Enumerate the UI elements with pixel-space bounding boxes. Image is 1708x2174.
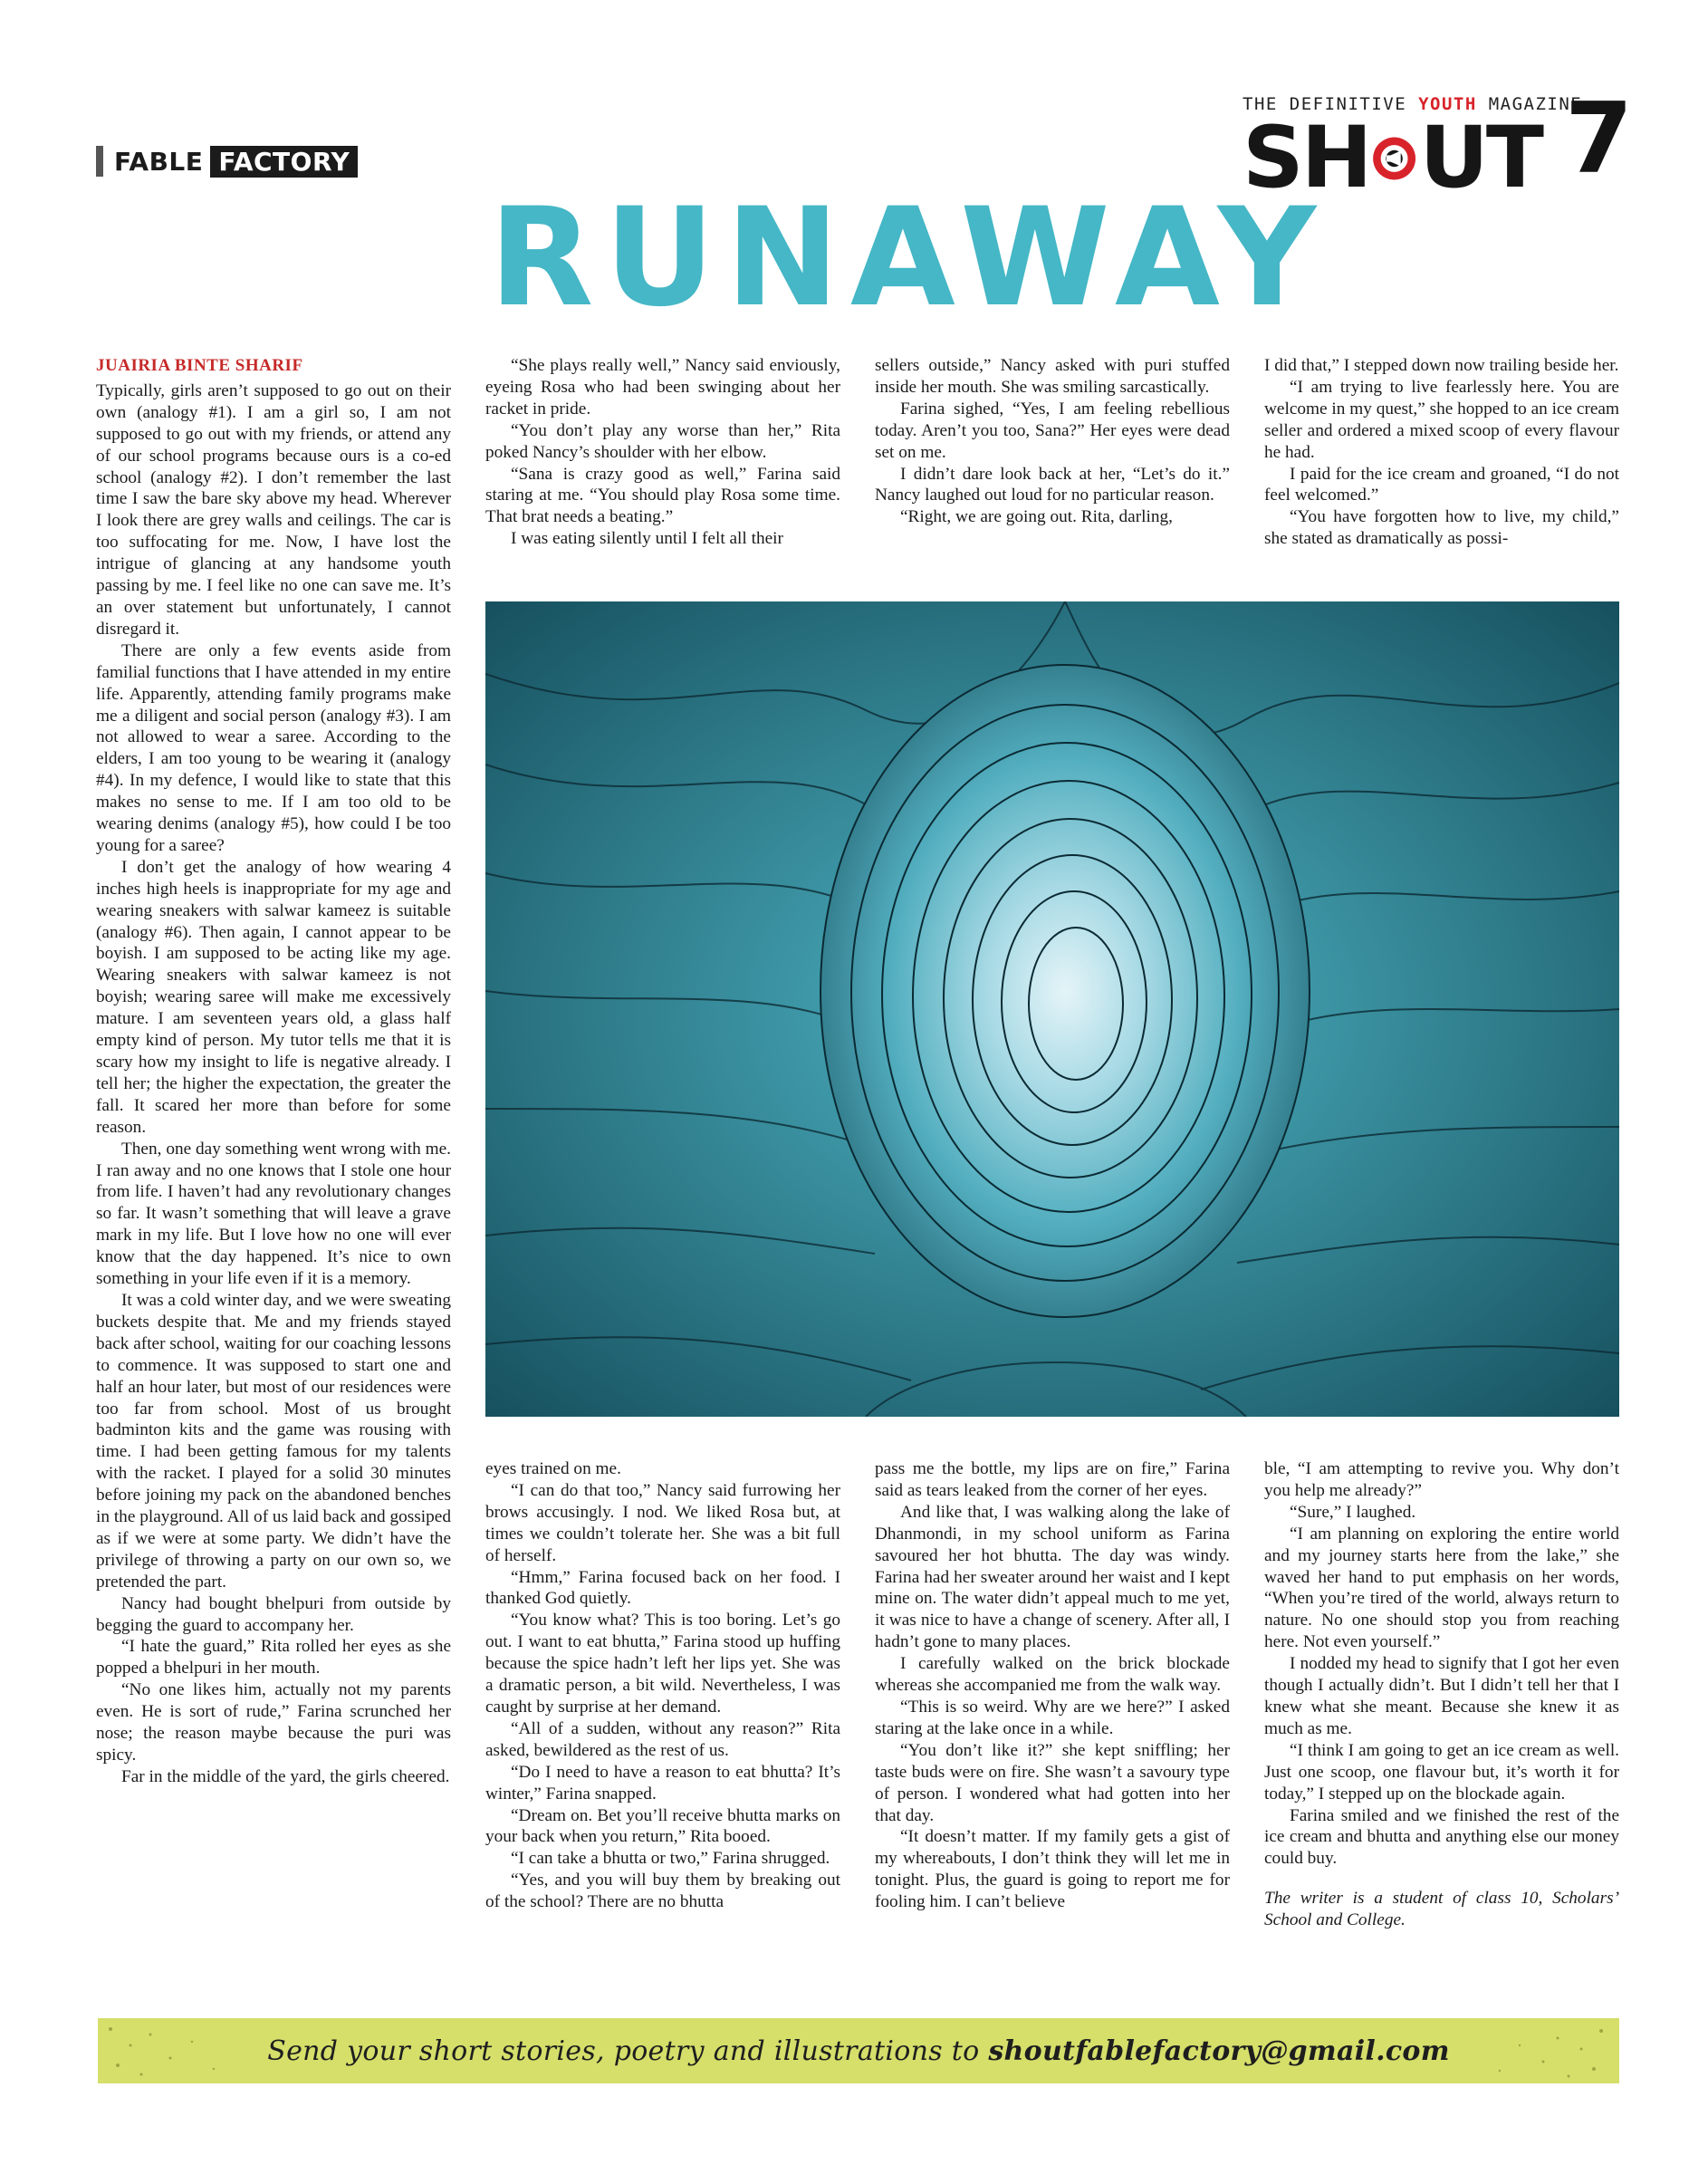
paragraph: “You don’t play any worse than her,” Rita poked Nancy’s shoulder with her elbow. bbox=[485, 420, 840, 462]
paragraph: Farina smiled and we finished the rest of the ice cream and bhutta and anything else our money could buy. bbox=[1264, 1805, 1619, 1869]
banner-text-before: Send your short stories, poetry and illustrations to bbox=[267, 2035, 989, 2067]
article-column-6 bbox=[875, 1458, 1230, 1913]
paragraph: I was eating silently until I felt all their bbox=[511, 529, 783, 549]
paragraph: “It doesn’t matter. If my family gets a gist of my whereabouts, I don’t think they will let me in tonight. Plus, the guard is going to report me for fooling him. I can’t believe bbox=[875, 1827, 1230, 1912]
paragraph: “Right, we are going out. Rita, darling, bbox=[900, 507, 1173, 527]
submission-banner bbox=[98, 2018, 1619, 2083]
paragraph: “You don’t like it?” she kept sniffling; her taste buds were on fire. She wasn’t a savoury type of person. I wondered what had gotten into her that day. bbox=[875, 1740, 1230, 1825]
section-label-factory: FACTORY bbox=[210, 146, 358, 178]
paragraph: “I think I am going to get an ice cream as well. Just one scoop, one flavour but, it’s worth it for today,” I stepped up on the blockade again. bbox=[1264, 1740, 1619, 1804]
paragraph: “I hate the guard,” Rita rolled her eyes as she popped a bhelpuri in her mouth. bbox=[96, 1637, 451, 1679]
article-column-4 bbox=[1264, 355, 1619, 550]
paragraph: I didn’t dare look back at her, “Let’s do it.” Nancy laughed out loud for no particular reason. bbox=[875, 464, 1230, 505]
story-illustration bbox=[485, 601, 1619, 1417]
paragraph: I carefully walked on the brick blockade whereas she accompanied me from the walk way. bbox=[875, 1654, 1230, 1696]
paragraph: There are only a few events aside from familial functions that I have attended in my entire life. Apparently, attending family programs make me a diligent and social person (analogy #3). I am not allowed to wear a saree. According to the elders, I am too young to be wearing it (analogy #4). In my defence, I would like to state that this makes no sense to me. If I am too old to be wearing denims (analogy #5), how could I be too young for a saree? bbox=[96, 640, 451, 855]
byline: JUAIRIA BINTE SHARIF bbox=[96, 356, 303, 375]
paragraph: Farina sighed, “Yes, I am feeling rebellious today. Aren’t you too, Sana?” Her eyes were dead set on me. bbox=[875, 399, 1230, 462]
article-column-1 bbox=[96, 355, 451, 1788]
tagline-highlight: YOUTH bbox=[1418, 94, 1477, 114]
submission-email-link[interactable]: shoutfablefactory@gmail.com bbox=[988, 2035, 1450, 2067]
section-marker bbox=[96, 146, 103, 177]
paragraph: “I can take a bhutta or two,” Farina shrugged. bbox=[511, 1849, 830, 1869]
paragraph: “Dream on. Bet you’ll receive bhutta marks on your back when you return,” Rita booed. bbox=[485, 1805, 840, 1847]
paragraph: Typically, girls aren’t supposed to go out on their own (analogy #1). I am a girl so, I am not supposed to go out with my friends, or attend any of our school programs because ours is a co-ed school (analogy #2). I don’t remember the last time I saw the bare sky above my head. Wherever I look there are grey walls and ceilings. The car is too suffocating for me. Now, I have lost the intrigue of glancing at any handsome youth passing by me. I feel like no one can save me. It’s an over statement but unfortunately, I cannot disregard it. bbox=[96, 380, 451, 639]
paragraph: “This is so weird. Why are we here?” I asked staring at the lake once in a while. bbox=[875, 1697, 1230, 1738]
paragraph: “You have forgotten how to live, my child,” she stated as dramatically as possi- bbox=[1264, 507, 1619, 549]
paragraph: I did that,” I stepped down now trailing beside her. bbox=[1264, 356, 1619, 375]
paragraph: eyes trained on me. bbox=[485, 1459, 621, 1478]
paragraph: “She plays really well,” Nancy said enviously, eyeing Rosa who had been swinging about her racket in pride. bbox=[485, 356, 840, 418]
paragraph: “You know what? This is too boring. Let’s go out. I want to eat bhutta,” Farina stood up huffing because the spice hadn’t left her lips yet. She was a dramatic person, a bit wild. Nevertheless, I was caught by surprise at her demand. bbox=[485, 1611, 840, 1717]
paragraph: Nancy had bought bhelpuri from outside by begging the guard to accompany her. bbox=[96, 1593, 451, 1635]
paragraph: “Sana is crazy good as well,” Farina said staring at me. “You should play Rosa some time. That brat needs a beating.” bbox=[485, 464, 840, 527]
paragraph: “No one likes him, actually not my parents even. He is sort of rude,” Farina scrunched her nose; the reason maybe because the puri was spicy. bbox=[96, 1680, 451, 1765]
paragraph: It was a cold winter day, and we were sweating buckets despite that. Me and my friends stayed back after school, waiting for our coaching lessons to commence. It was supposed to start one and half an hour later, but most of our residences were too far from school. Most of us brought badminton kits and the game was rousing with time. I had been getting famous for my talents with the racket. I played for a solid 30 minutes before joining my pack on the abandoned benches in the playground. All of us laid back and gossiped as if we were at some party. We didn’t have the privilege of throwing a party on our own so, we pretended the part. bbox=[96, 1290, 451, 1592]
paragraph: “All of a sudden, without any reason?” Rita asked, bewildered as the rest of us. bbox=[485, 1718, 840, 1760]
paragraph: I don’t get the analogy of how wearing 4 inches high heels is inappropriate for my age and wearing sneakers with salwar kameez is suitable (analogy #6). Then again, I cannot appear to be boyish. I am supposed to be acting like my age. Wearing sneakers with salwar kameez is not boyish; wearing saree will make me excessively mature. I am seventeen years old, a glass half empty kind of person. My tutor tells me that it is scary how my insight to life is negative already. I tell her; the higher the expectation, the greater the fall. It scared her more than before for some reason. bbox=[96, 857, 451, 1137]
paragraph: I paid for the ice cream and groaned, “I do not feel welcomed.” bbox=[1264, 464, 1619, 505]
paragraph: “I am trying to live fearlessly here. You are welcome in my quest,” she hopped to an ice cream seller and ordered a mixed scoop of every flavour he had. bbox=[1264, 377, 1619, 462]
article-column-2 bbox=[485, 355, 840, 550]
logo-text-start: SH bbox=[1243, 109, 1370, 207]
article-column-7 bbox=[1264, 1458, 1619, 1931]
paragraph: And like that, I was walking along the lake of Dhanmondi, in my school uniform as Farina savoured her hot bhutta. The day was windy. Farina had her sweater around her waist and I kept mine on. The water didn’t appeal much to me yet, it was nice to have a change of scenery. After all, I hadn’t gone to many places. bbox=[875, 1502, 1230, 1652]
paragraph: “Yes, and you will buy them by breaking out of the school? There are no bhutta bbox=[485, 1871, 840, 1912]
article-title: RUNAWAY bbox=[489, 179, 1328, 337]
paragraph: “Hmm,” Farina focused back on her food. I thanked God quietly. bbox=[485, 1567, 840, 1609]
paragraph: sellers outside,” Nancy asked with puri stuffed inside her mouth. She was smiling sarcastically. bbox=[875, 356, 1230, 397]
abstract-swirl-artwork bbox=[485, 601, 1619, 1417]
author-credit: The writer is a student of class 10, Scholars’ School and College. bbox=[1264, 1889, 1619, 1930]
paragraph: “I am planning on exploring the entire world and my journey starts here from the lake,” she waved her hand to put emphasis on her words, “When you’re tired of the world, always return to nature. No one should stop you from reaching here. Not even yourself.” bbox=[1264, 1524, 1619, 1652]
paragraph: Far in the middle of the yard, the girls cheered. bbox=[121, 1766, 450, 1786]
article-column-5 bbox=[485, 1458, 840, 1913]
paragraph: “I can do that too,” Nancy said furrowing her brows accusingly. I nod. We liked Rosa but, at times we couldn’t tolerate her. She was a bit full of herself. bbox=[485, 1480, 840, 1565]
paragraph: “Do I need to have a reason to eat bhutta? It’s winter,” Farina snapped. bbox=[485, 1762, 840, 1804]
banner-text bbox=[267, 2035, 1450, 2067]
paragraph: ble, “I am attempting to revive you. Why don’t you help me already?” bbox=[1264, 1459, 1619, 1500]
paragraph: pass me the bottle, my lips are on fire,” Farina said as tears leaked from the corner of her eyes. bbox=[875, 1459, 1230, 1500]
paragraph: I nodded my head to signify that I got her even though I actually didn’t. But I didn’t tell her that I knew what she meant. Because she knew it as much as me. bbox=[1264, 1654, 1619, 1738]
section-label bbox=[96, 145, 358, 178]
section-label-fable: FABLE bbox=[114, 146, 204, 177]
logo-o-megaphone-icon bbox=[1371, 126, 1417, 191]
tagline-after: MAGAZINE bbox=[1476, 94, 1583, 114]
page-number: 7 bbox=[1565, 82, 1634, 196]
paragraph: Then, one day something went wrong with me. I ran away and no one knows that I stole one hour from life. I haven’t had any revolutionary changes so far. It wasn’t something that will leave a grave mark in my life. But I love how no one will ever know that the day happened. It’s nice to own something in your life even if it is a memory. bbox=[96, 1139, 451, 1289]
tagline-before: THE DEFINITIVE bbox=[1243, 94, 1419, 114]
logo-text-end: UT bbox=[1419, 109, 1541, 207]
article-column-3 bbox=[875, 355, 1230, 528]
paragraph: “Sure,” I laughed. bbox=[1290, 1502, 1416, 1522]
